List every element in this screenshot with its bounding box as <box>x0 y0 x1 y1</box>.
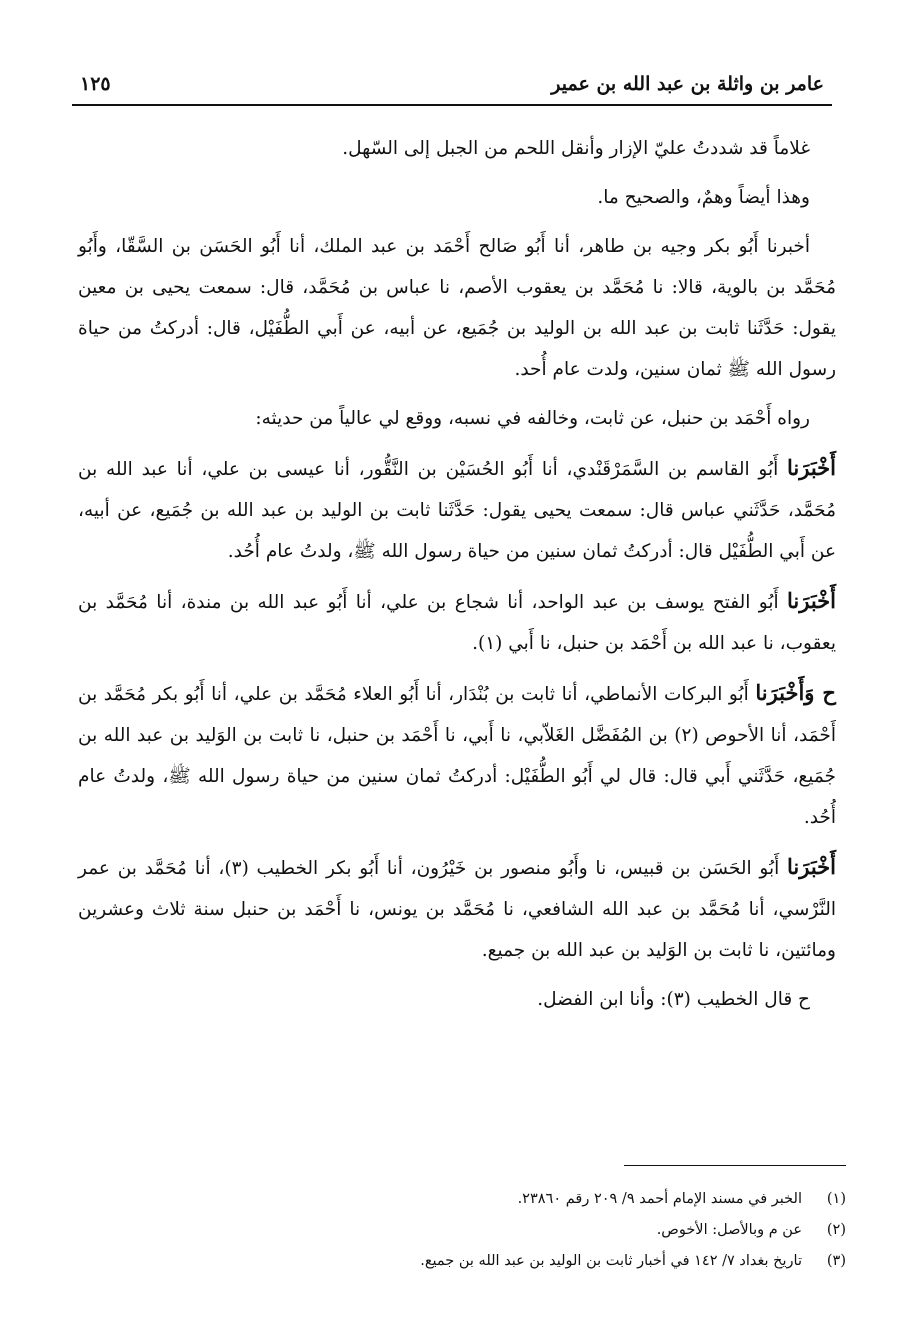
paragraph: ح وَأَخْبَرَنا أَبُو البركات الأنماطي، أنا ثابت بن بُنْدَار، أنا أَبُو العلاء مُحَمَّد بن علي، أنا أَبُو بكر مُحَمَّد بن أَحْمَد، أنا الأحوص (٢) بن المُفَضَّل الغَلاّبي، نا أَبي، نا أَحْمَد بن حنبل، نا ثابت بن الوَليد بن عبد الله بن جُمَيع، حَدَّثَني أَبي قال: قال لي أَبُو الطُّفَيْل: أدركتُ ثمان سنين من حياة رسول الله ﷺ، ولدتُ عام أُحُد. <box>78 680 836 828</box>
footnote-number: (٢) <box>826 1222 846 1238</box>
header-rule <box>72 104 832 106</box>
paragraph: أخبرنا أَبُو بكر وجيه بن طاهر، أنا أَبُو صَالح أَحْمَد بن عبد الملك، أنا أَبُو الحَسَن بن السَّقّا، وأَبُو مُحَمَّد بن بالوية، قالا: نا مُحَمَّد بن يعقوب الأصم، نا عباس بن مُحَمَّد، قال: سمعت يحيى بن معين يقول: حَدَّثَنا ثابت بن عبد الله بن الوليد بن جُمَيع، عن أبيه، عن أَبي الطُّفَيْل، قال: أدركتُ من حياة رسول الله ﷺ ثمان سنين، ولدت عام أُحد. <box>78 236 836 380</box>
paragraph: أَخْبَرَنا أَبُو الحَسَن بن قبيس، نا وأَبُو منصور بن خَيْرُون، أنا أَبُو بكر الخطيب (٣)، أنا مُحَمَّد بن عمر النَّرْسي، أنا مُحَمَّد بن عبد الله الشافعي، نا مُحَمَّد بن يونس، نا أَحْمَد بن حنبل سنة ثلاث وعشرين ومائتين، نا ثابت بن الوَليد بن عبد الله بن جميع. <box>78 854 836 961</box>
isnad-lead: أَخْبَرَنا <box>787 455 836 480</box>
footnote-number: (١) <box>826 1191 846 1207</box>
paragraph: رواه أَحْمَد بن حنبل، عن ثابت، وخالفه في نسبه، ووقع لي عالياً من حديثه: <box>255 408 810 429</box>
footnote <box>80 1184 846 1215</box>
header-title: عامر بن واثلة بن عبد الله بن عمير <box>551 73 824 95</box>
isnad-lead: ح وَأَخْبَرَنا <box>755 680 836 705</box>
isnad-lead: أَخْبَرَنا <box>787 588 836 613</box>
footnotes <box>80 1184 846 1277</box>
page-number: ١٢٥ <box>80 73 111 95</box>
footnote-rule <box>624 1165 846 1166</box>
running-header <box>80 66 824 102</box>
paragraph: غلاماً قد شددتُ عليّ الإزار وأنقل اللحم من الجبل إلى السّهل. <box>342 138 810 159</box>
footnote-number: (٣) <box>826 1253 846 1269</box>
footnote-text: الخبر في مسند الإمام أحمد ٩/ ٢٠٩ رقم ٢٣٨٦٠. <box>517 1191 802 1207</box>
main-text <box>78 128 836 1028</box>
paragraph: أَخْبَرَنا أَبُو الفتح يوسف بن عبد الواحد، أنا شجاع بن علي، أنا أَبُو عبد الله بن مندة، أنا مُحَمَّد بن يعقوب، نا عبد الله بن أَحْمَد بن حنبل، نا أَبي (١). <box>78 588 836 654</box>
footnote-text: عن م وبالأصل: الأخوص. <box>656 1222 802 1238</box>
isnad-lead: أَخْبَرَنا <box>787 854 836 879</box>
paragraph: ح قال الخطيب (٣): وأنا ابن الفضل. <box>537 989 810 1010</box>
paragraph: وهذا أيضاً وهمٌ، والصحيح ما. <box>597 187 810 208</box>
paragraph: أَخْبَرَنا أَبُو القاسم بن السَّمَرْقَنْدي، أنا أَبُو الحُسَيْن بن النَّقُّور، أنا عيسى بن علي، أنا عبد الله بن مُحَمَّد، حَدَّثَني عباس قال: سمعت يحيى يقول: حَدَّثَنا ثابت بن الوليد بن عبد الله بن جُمَيع، عن أبيه، عن أَبي الطُّفَيْل قال: أدركتُ ثمان سنين من حياة رسول الله ﷺ، ولدتُ عام أُحُد. <box>78 455 836 562</box>
footnote <box>80 1246 846 1277</box>
footnote-text: تاريخ بغداد ٧/ ١٤٢ في أخبار ثابت بن الوليد بن عبد الله بن جميع. <box>420 1253 802 1269</box>
footnote <box>80 1215 846 1246</box>
